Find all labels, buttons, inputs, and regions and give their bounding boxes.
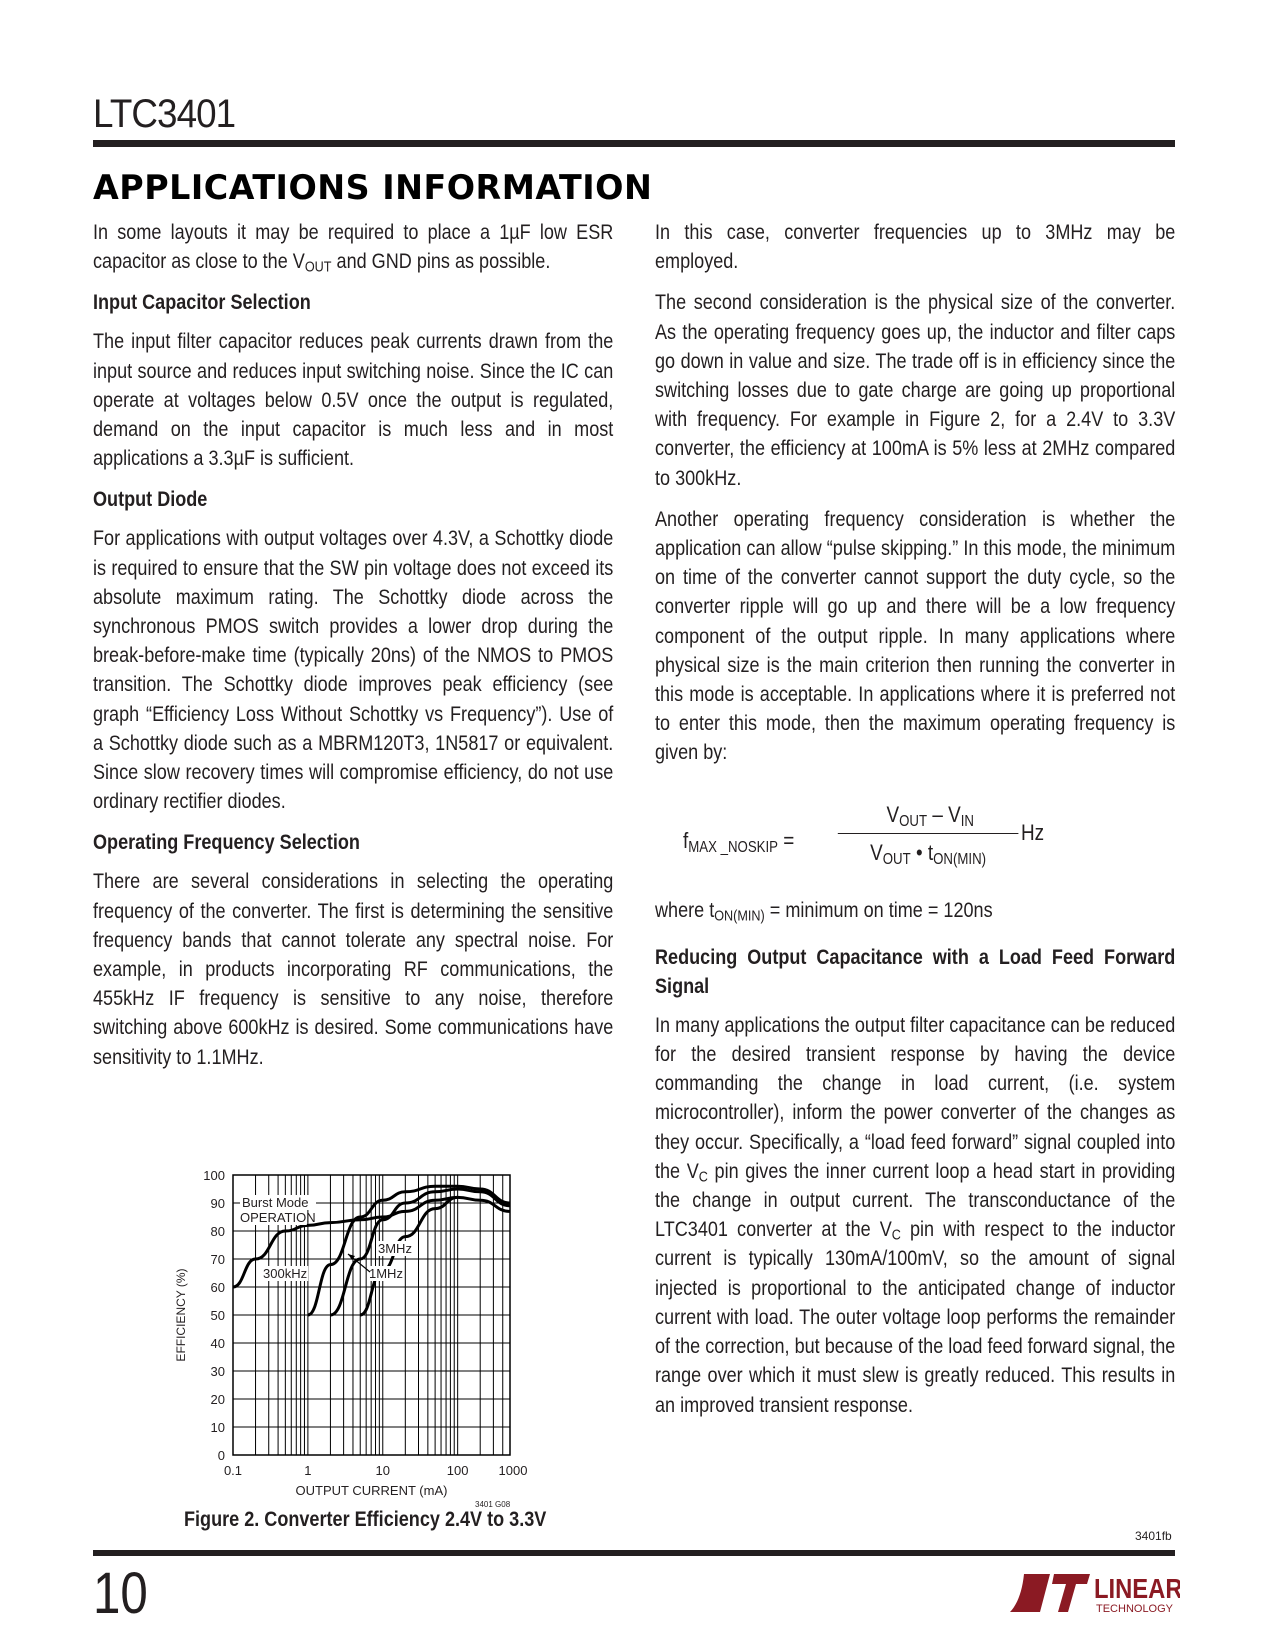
svg-text:90: 90 (210, 1196, 225, 1211)
formula-fmax-noskip (683, 796, 1203, 886)
paragraph: The second consideration is the physical size of the converter. As the operating frequency goes up, the inductor and filter caps go down in value and size. The trade off is in efficiency since the switching losses due to gate charge are going up proportional with frequency. For example in Figure 2, for a 2.4V to 3.3V converter, the efficiency at 100mA is 5% less at 2MHz compared to 300kHz. (655, 291, 1176, 490)
svg-text:OUTPUT CURRENT (mA): OUTPUT CURRENT (mA) (295, 1483, 448, 1498)
formula-unit: Hz (1020, 819, 1045, 845)
svg-text:0: 0 (217, 1448, 225, 1463)
document-id: 3401fb (1135, 1529, 1172, 1543)
footer-rule (93, 1550, 1175, 1556)
svg-text:100: 100 (203, 1168, 225, 1183)
svg-text:10: 10 (210, 1420, 225, 1435)
svg-text:1000: 1000 (498, 1463, 528, 1478)
svg-text:3MHz: 3MHz (378, 1241, 412, 1256)
linear-technology-logo (1010, 1566, 1180, 1616)
paragraph: Another operating frequency consideration is whether the application can allow “pulse skipping.” In this mode, the minimum on time of the converter cannot support the duty cycle, so the converter ripple will go up and there will be a low frequency component of the output ripple. In many applications where physical size is the main criterion then running the converter in this mode is acceptable. In applications where it is preferred not to enter this mode, then the maximum operating frequency is given by: (655, 507, 1176, 765)
page-number: 10 (93, 1561, 148, 1626)
formula-denominator: $V_{OUT}$ • $t_{ON(MIN)}$ (870, 839, 987, 868)
svg-text:TECHNOLOGY: TECHNOLOGY (1096, 1603, 1174, 1615)
svg-text:20: 20 (210, 1392, 225, 1407)
svg-text:80: 80 (210, 1224, 225, 1239)
svg-text:1: 1 (304, 1463, 312, 1478)
svg-text:40: 40 (210, 1336, 225, 1351)
paragraph: The input filter capacitor reduces peak currents drawn from the input source and reduces input switching noise. Since the IC can operate at voltages below 0.5V once the output is regulated, demand on the input capacitor is much less and in most applications a 3.3µF is sufficient. (93, 330, 614, 471)
svg-text:0.1: 0.1 (223, 1463, 243, 1478)
part-number: LTC3401 (93, 92, 236, 136)
paragraph: In this case, converter frequencies up to 3MHz may be employed. (655, 221, 1176, 274)
lt-logo-icon (1010, 1566, 1180, 1616)
heading-input-capacitor: Input Capacitor Selection (93, 291, 311, 315)
svg-text:10: 10 (375, 1463, 391, 1478)
heading-operating-frequency: Operating Frequency Selection (93, 831, 360, 855)
svg-text:1MHz: 1MHz (369, 1266, 403, 1281)
fraction-bar (838, 833, 1019, 835)
svg-text:70: 70 (210, 1252, 225, 1267)
intro-paragraph: In some layouts it may be required to place a 1µF low ESR capacitor as close to the $V_{OUT}$ and GND pins as possible. (93, 221, 614, 276)
right-column (655, 218, 1175, 1432)
where-line: where $t_{ON(MIN)}$ = minimum on time = 120ns (655, 898, 993, 925)
paragraph: For applications with output voltages over 4.3V, a Schottky diode is required to ensure that the SW pin voltage does not exceed its absolute maximum rating. The Schottky diode across the synchronous PMOS switch provides a lower drop during the break-before-make time (typically 20ns) of the NMOS to PMOS transition. The Schottky diode improves peak efficiency (see graph “Efficiency Loss Without Schottky vs Frequency”). Use of a Schottky diode such as a MBRM120T3, 1N5817 or equivalent. Since slow recovery times will compromise efficiency, do not use ordinary rectifier diodes. (93, 527, 614, 814)
svg-text:EFFICIENCY (%): EFFICIENCY (%) (174, 1268, 188, 1362)
figure-caption: Figure 2. Converter Efficiency 2.4V to 3.3V (184, 1508, 547, 1531)
efficiency-chart (170, 1158, 550, 1503)
formula-lhs: $f_{MAX \_NOSKIP}$ = (683, 827, 795, 856)
svg-text:300kHz: 300kHz (263, 1266, 308, 1281)
paragraph: There are several considerations in selecting the operating frequency of the converter. The first is determining the sensitive frequency bands that cannot tolerate any spectral noise. For example, in products incorporating RF communications, the 455kHz IF frequency is sensitive to any noise, therefore switching above 600kHz is desired. Some communications have sensitivity to 1.1MHz. (93, 870, 614, 1069)
heading-load-feed-forward: Reducing Output Capacitance with a Load Feed Forward Signal (655, 945, 1176, 998)
formula-numerator: $V_{OUT} - V_{IN}$ (886, 801, 974, 830)
left-column (93, 218, 613, 1084)
svg-text:OPERATION: OPERATION (240, 1210, 316, 1225)
section-title: APPLICATIONS INFORMATION (93, 168, 653, 208)
svg-text:LINEAR: LINEAR (1094, 1572, 1180, 1605)
heading-output-diode: Output Diode (93, 488, 208, 512)
svg-text:Burst Mode: Burst Mode (242, 1195, 309, 1210)
svg-text:50: 50 (210, 1308, 225, 1323)
chart-svg (170, 1158, 550, 1503)
svg-text:30: 30 (210, 1364, 225, 1379)
svg-text:100: 100 (446, 1463, 469, 1478)
svg-text:60: 60 (210, 1280, 225, 1295)
header-rule (93, 140, 1175, 147)
chart-id: 3401 G08 (475, 1500, 511, 1509)
paragraph: In many applications the output filter capacitance can be reduced for the desired transient response by having the device commanding the change in load current, (i.e. system microcontroller), inform the power converter of the changes as they occur. Specifically, a “load feed forward” signal coupled into the $V_C$ pin gives the inner current loop a head start in providing the change in output current. The transconductance of the LTC3401 converter at the $V_C$ pin with respect to the inductor current is typically 130mA/100mV, so the amount of signal injected is proportional to the anticipated change of inductor current with load. The outer voltage loop performs the remainder of the correction, but because of the load feed forward signal, the range over which it must slew is greatly reduced. This results in an improved transient response. (655, 1013, 1176, 1417)
